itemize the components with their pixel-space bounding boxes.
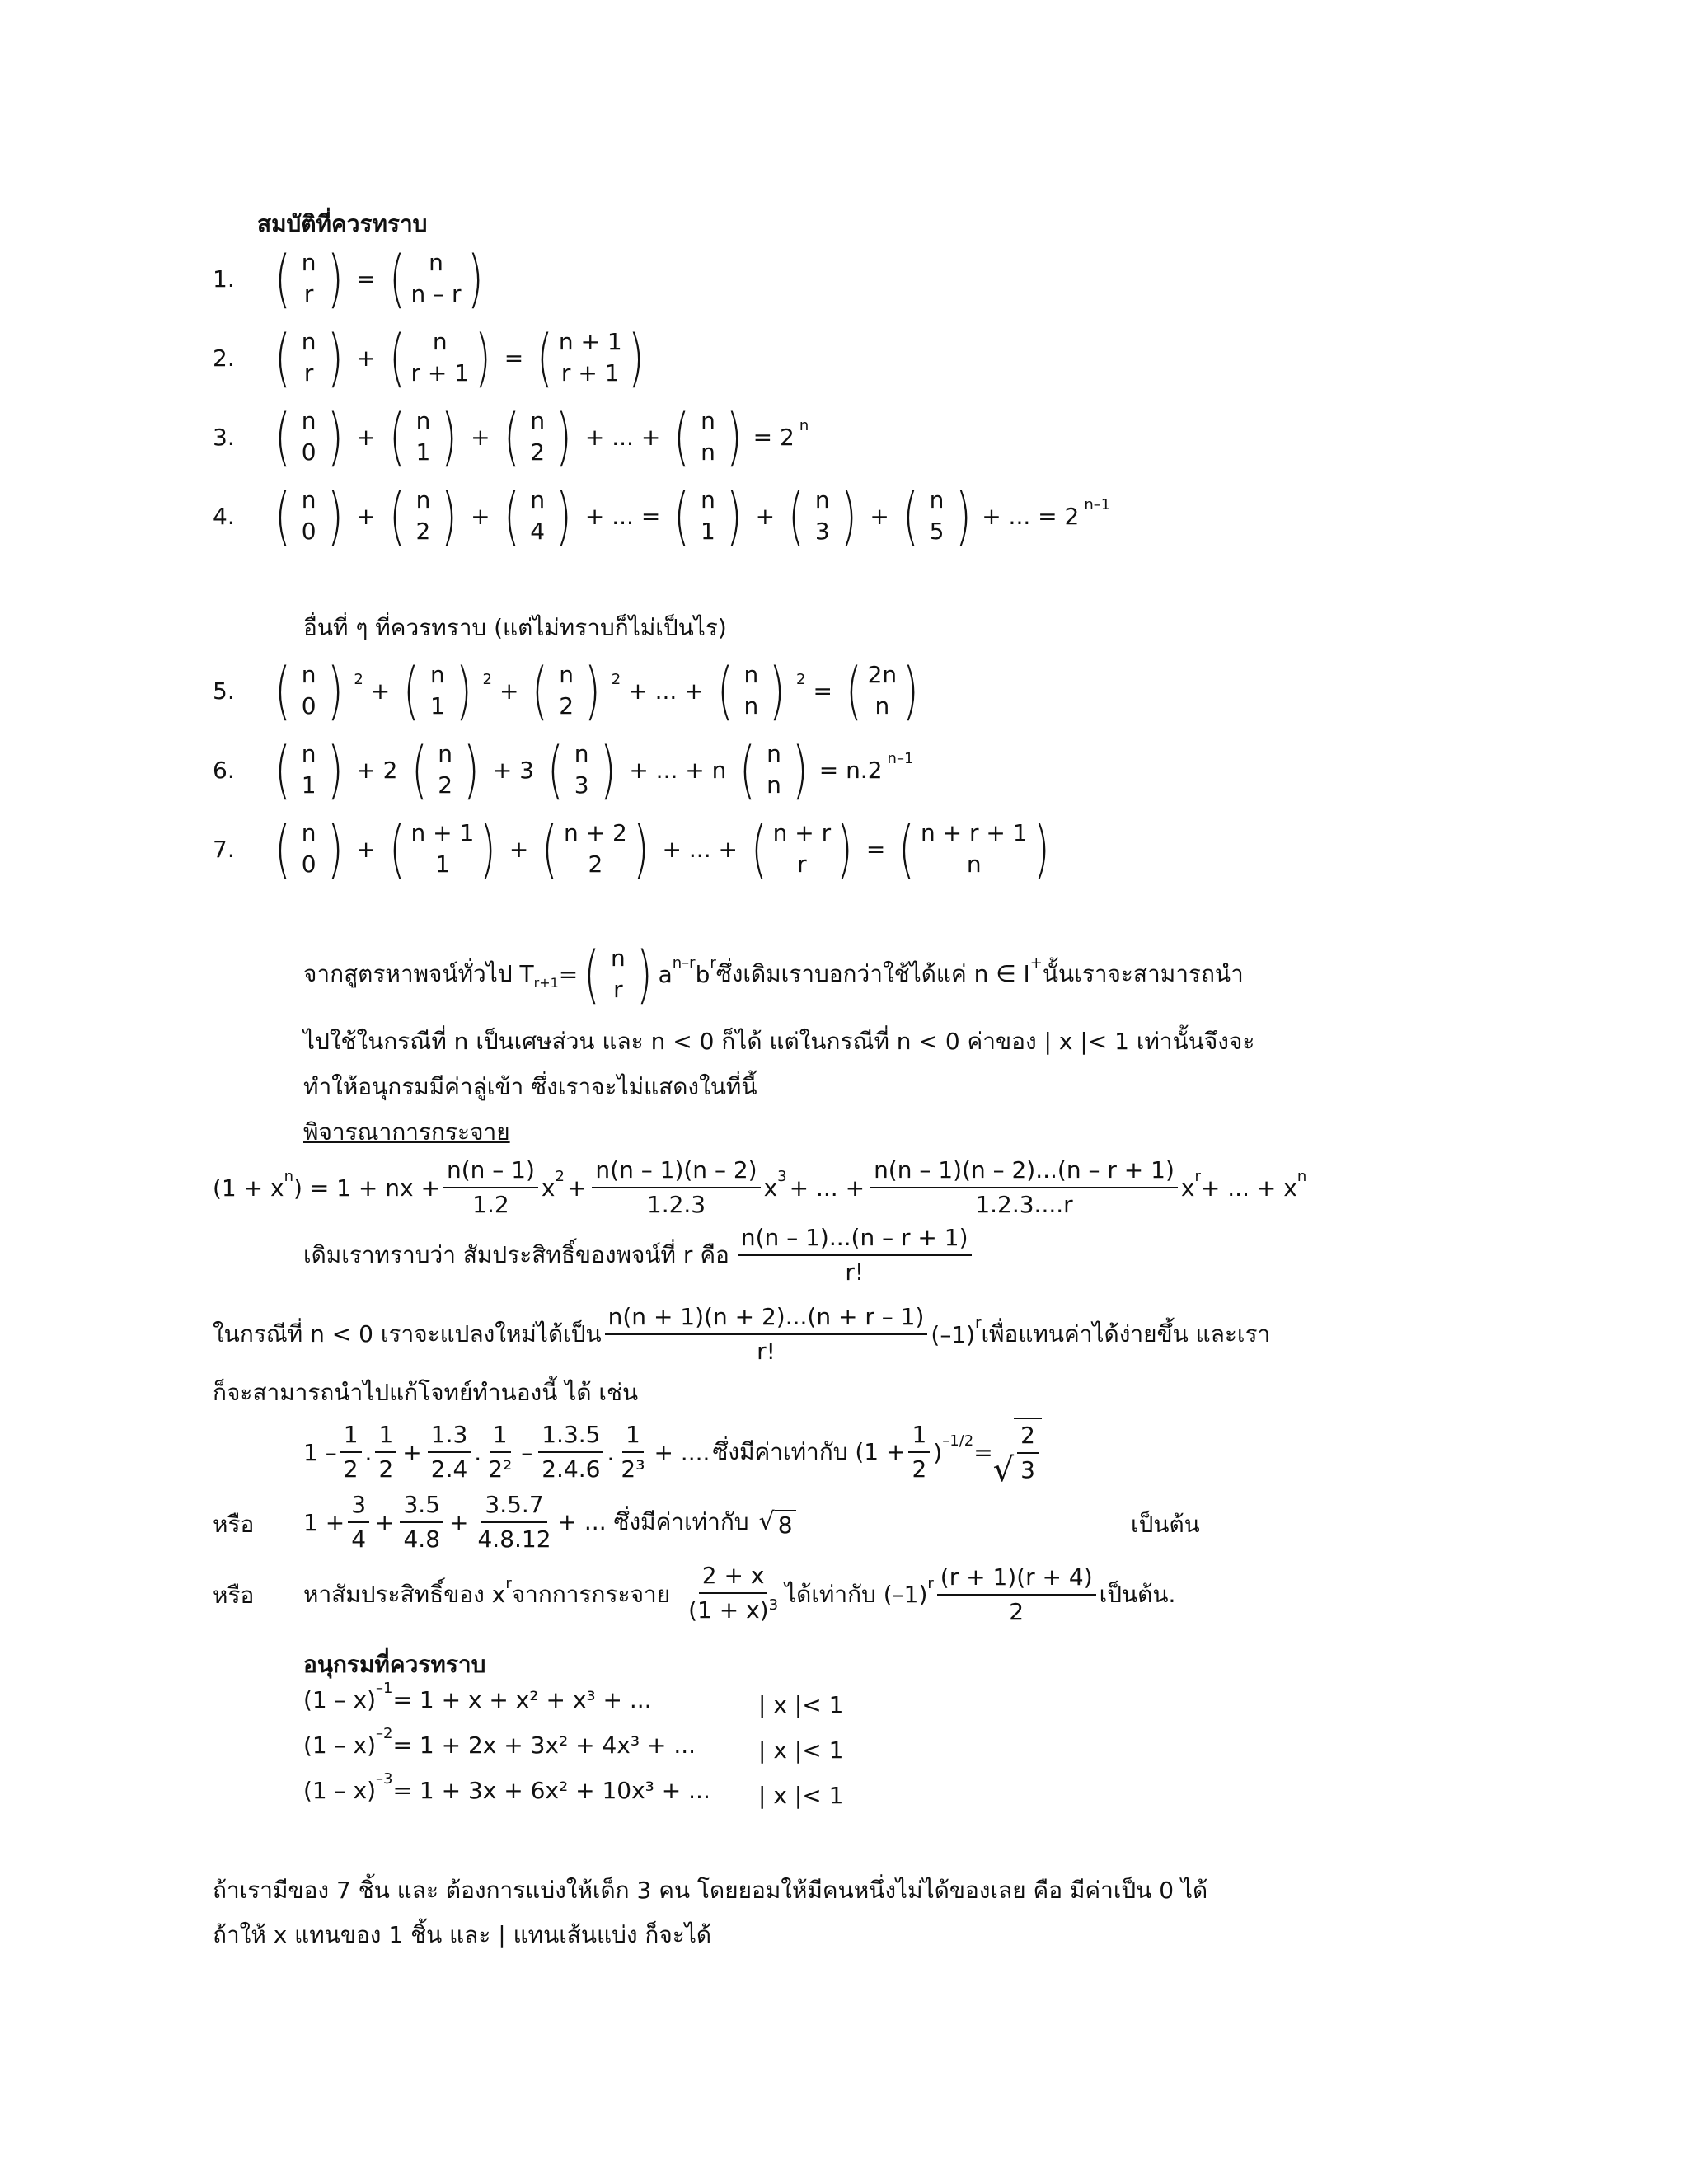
example-2: 1 + $\frac{3}{4}$ + $\frac{3.5}{4.8}$ + $\frac{3.5.7}{4.8.12}$ + ... ซึ่งมีค่าเท่ากับ √ 8	[303, 1488, 796, 1556]
item-number: 4.	[213, 502, 235, 530]
property-6: 6. ( n 1 ) + 2 ( n 2 ) + 3 ( n 3 ) + ... + n ( n n ) = n.2 n–1	[213, 733, 914, 806]
square-root: √ 8	[759, 1506, 796, 1539]
property-5: 5. ( n 0 ) 2 + ( n 1 ) 2 + ( n 2 ) 2 + ... + ( n n ) 2 = ( 2n n )	[213, 654, 919, 727]
item-number: 2.	[213, 344, 235, 372]
paragraph-line-3: ทำให้อนุกรมมีค่าลู่เข้า ซึ่งเราจะไม่แสดงในที่นี้	[303, 1073, 757, 1100]
series-condition: | x |< 1	[758, 1782, 844, 1809]
negative-n-line-2: ก็จะสามารถนำไปแก้โจทย์ทำนองนี้ ได้ เช่น	[213, 1379, 639, 1406]
heading-properties: สมบัติที่ควรทราบ	[257, 210, 428, 237]
series-row: (1 – x) –2 = 1 + 2x + 3x² + 4x³ + ...	[303, 1725, 696, 1759]
example-3: หาสัมประสิทธิ์ของ x r จากการกระจาย $\frac{2 + x}{(1 + x)^3}$ ได้เท่ากับ (–1) r $\frac{(r + 1)(r + 4)}{2}$ เป็นต้น.	[303, 1559, 1175, 1630]
binomial: ( n r + 1 )	[388, 321, 491, 394]
or-label: หรือ	[213, 1511, 255, 1538]
binomial: ( n + 1 r + 1 )	[537, 321, 645, 394]
paragraph-line-2: ไปใช้ในกรณีที่ n เป็นเศษส่วน และ n < 0 ก็ได้ แต่ในกรณีที่ n < 0 ค่าของ | x |< 1 เท่านั้นจึงจะ	[303, 1028, 1255, 1055]
binomial: ( n r )	[274, 241, 344, 315]
rhs: = 2	[753, 423, 795, 451]
binomial: ( n r )	[274, 321, 344, 394]
sub-heading: อื่นที่ ๆ ที่ควรทราบ (แต่ไม่ทราบก็ไม่เป็นไร)	[303, 614, 727, 641]
item-number: 6.	[213, 756, 235, 784]
negative-n-line: ในกรณีที่ n < 0 เราจะแปลงใหม่ได้เป็น $\frac{n(n + 1)(n + 2)...(n + r - 1)}{r!}$ (–1) r เพื่อแทนค่าได้ง่ายขึ้น และเรา	[213, 1301, 1270, 1368]
general-term-line: จากสูตรหาพจน์ทั่วไป T r+1 = ( n r ) a n–r b r ซึ่งเดิมเราบอกว่าใช้ได้แค่ n ∈ I + นั้นเราจะสามารถนำ	[303, 937, 1244, 1010]
property-4: 4. ( n 0 ) + ( n 2 ) + ( n 4 ) + ... = ( n 1 ) + ( n 3 ) + ( n 5 ) + ... = 2 n–1	[213, 479, 1111, 552]
square-root: √ $\frac{2}{3}$	[993, 1418, 1042, 1487]
binomial-expansion: (1 + x n ) = 1 + nx + $\frac{n(n - 1)}{1.2}$ x 2 + $\frac{n(n - 1)(n - 2)}{1.2.3}$ x 3 + ... + $\frac{n(n - 1)(n - 2)...(n - r + 1)}{1.2.3....r}$ x r + ... + x n	[213, 1154, 1306, 1221]
item-number: 5.	[213, 677, 235, 705]
final-line-1: ถ้าเรามีของ 7 ชิ้น และ ต้องการแบ่งให้เด็ก 3 คน โดยยอมให้มีคนหนึ่งไม่ได้ของเลย คือ มีค่าเป็น 0 ได้	[213, 1877, 1208, 1904]
consider-heading: พิจารณาการกระจาย	[303, 1118, 510, 1146]
property-1: 1. ( n r ) = ( n n – r )	[213, 247, 489, 310]
item-number: 7.	[213, 835, 235, 863]
or-label: หรือ	[213, 1582, 255, 1609]
series-condition: | x |< 1	[758, 1736, 844, 1764]
coefficient-line: เดิมเราทราบว่า สัมประสิทธิ์ของพจน์ที่ r คือ $\frac{n(n - 1)...(n - r + 1)}{r!}$	[303, 1221, 975, 1289]
binomial: ( n n – r )	[388, 241, 483, 315]
item-number: 3.	[213, 423, 235, 451]
property-3: 3. ( n 0 ) + ( n 1 ) + ( n 2 ) + ... + ( n n ) = 2 n	[213, 400, 809, 473]
property-2: 2. ( n r ) + ( n r + 1 ) = ( n + 1 r + 1 )	[213, 326, 649, 389]
series-row: (1 – x) –1 = 1 + x + x² + x³ + ...	[303, 1680, 652, 1713]
final-line-2: ถ้าให้ x แทนของ 1 ชิ้น และ | แทนเส้นแบ่ง ก็จะได้	[213, 1921, 712, 1948]
item-number: 1.	[213, 265, 235, 293]
series-condition: | x |< 1	[758, 1691, 844, 1718]
property-7: 7. ( n 0 ) + ( n + 1 1 ) + ( n + 2 2 ) + ... + ( n + r r ) = ( n + r + 1 n )	[213, 812, 1050, 885]
example-end: เป็นต้น	[1131, 1511, 1200, 1538]
example-1: 1 – $\frac{1}{2}$ . $\frac{1}{2}$ + $\frac{1.3}{2.4}$ . $\frac{1}{\text{2²}}$ – $\frac{1.3.5}{2.4.6}$ . $\frac{1}{\text{2³}}$ + .... ซึ่งมีค่าเท่ากับ (1 + $\frac{1}{2}$ ) –1/2 = √ $\frac{2}{3}$	[303, 1418, 1042, 1487]
series-row: (1 – x) –3 = 1 + 3x + 6x² + 10x³ + ...	[303, 1770, 710, 1804]
heading-series: อนุกรมที่ควรทราบ	[303, 1651, 486, 1678]
